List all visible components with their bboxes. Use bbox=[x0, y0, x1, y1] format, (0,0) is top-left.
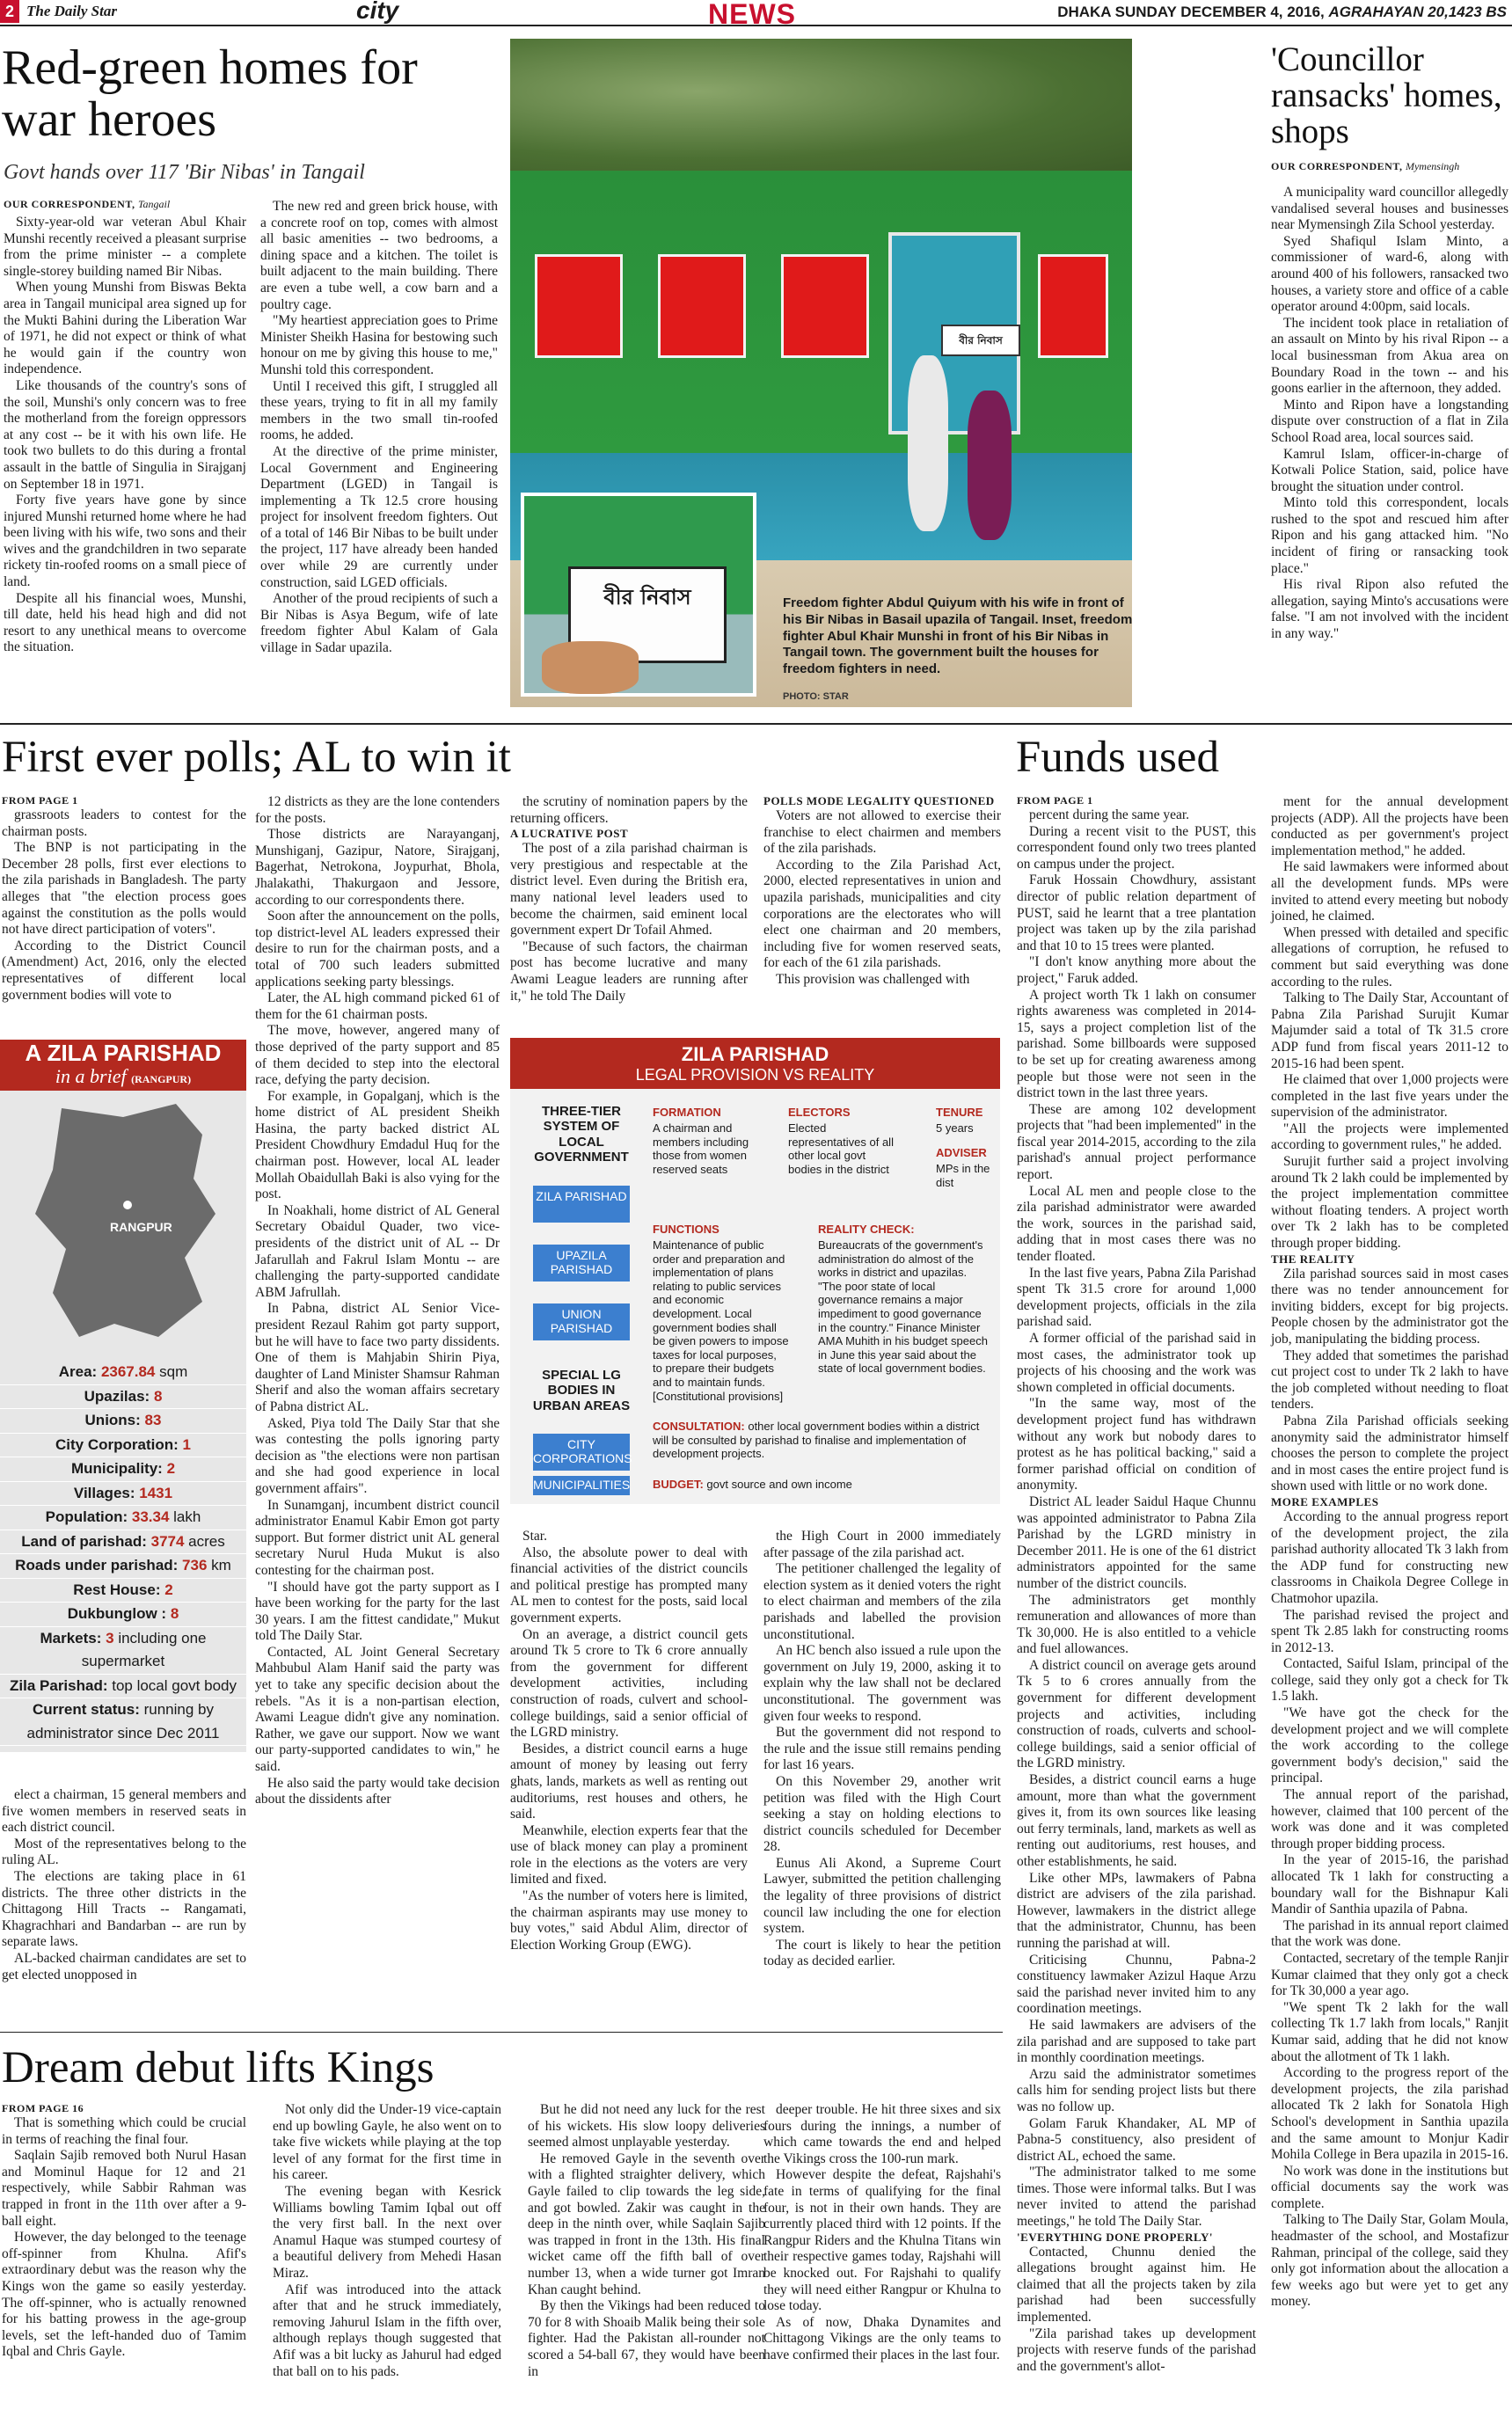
story4-from: FROM PAGE 1 bbox=[1017, 794, 1093, 807]
story3-col3 bbox=[510, 794, 748, 1004]
electors-text: Elected representatives of all other local govt bodies in the district bbox=[788, 1121, 894, 1176]
paragraph: The annual report of the parishad, however, claimed that 100 percent of the work was done and it was completed through proper bidding process. bbox=[1271, 1787, 1508, 1851]
story3-col4 bbox=[763, 794, 1001, 989]
zila-stat: Land of parishad: 3774 acres bbox=[0, 1530, 246, 1555]
story4-col1 bbox=[1017, 807, 1256, 2375]
reality-head: REALITY CHECK: bbox=[818, 1223, 915, 1236]
bir-nibas-sign: বীর নিবাস bbox=[941, 325, 1020, 356]
paragraph: AL-backed chairman candidates are set to get elected unopposed in bbox=[2, 1950, 246, 1983]
paragraph: Talking to The Daily Star, Golam Moula, headmaster of the school, and Mostafizur Rahman, principal of the college, said they only got information about the allocation a few weeks ago but were yet to get any money. bbox=[1271, 2212, 1508, 2310]
paragraph: The administrators get monthly remuneration and allowances of more than Tk 30,000. He is also entitled to a vehicle and fuel allowances. bbox=[1017, 1592, 1256, 1657]
zila-stat: Rest House: 2 bbox=[0, 1579, 246, 1603]
zila-stat: Villages: 1431 bbox=[0, 1482, 246, 1507]
paragraph: The BNP is not participating in the December 28 polls, first ever elections to the zila parishads in Bangladesh. The party alleges that "the election process goes against the constitution as the polls would not have direct participation of voters". bbox=[2, 840, 246, 938]
window bbox=[1038, 254, 1108, 358]
paragraph: Star. bbox=[522, 1529, 547, 1544]
zila-stat: Roads under parishad: 736 km bbox=[0, 1554, 246, 1579]
paragraph: He removed Gayle in the seventh over with a flighted straighter delivery, which Gayle failed to clip towards the leg side, and got bowled. Zakir was caught in the deep in the ninth over, while Saqlain Sajib was trapped in front in the 13th. His final wicket came off the fifth ball of over number 13, when a wide turner got Imran Khan caught behind. bbox=[528, 2150, 765, 2297]
paragraph: The evening began with Kesrick Williams bowling Tamim Iqbal out off the very first ball. In the next over Anamul Haque was stumped courtesy of a beautiful delivery from Mehedi Hasan Miraz. bbox=[273, 2183, 501, 2281]
story5-col4 bbox=[763, 2102, 1001, 2364]
paragraph: He also said the party would take decision about the dissidents after bbox=[255, 1775, 500, 1807]
adviser-head: ADVISER bbox=[936, 1146, 987, 1159]
window bbox=[658, 254, 746, 358]
divider bbox=[0, 2032, 1003, 2033]
paragraph: "Because of such factors, the chairman post has become lucrative and many Awami League leaders are running after it," he told The Daily bbox=[510, 938, 748, 1004]
paragraph: Not only did the Under-19 vice-captain end up bowling Gayle, he also went on to take five wickets while playing at the top level of any format for the first time in his career. bbox=[273, 2102, 501, 2183]
zila-stat: Upazilas: 8 bbox=[0, 1385, 246, 1410]
woman-figure bbox=[968, 391, 1012, 540]
paragraph: At the directive of the prime minister, Local Government and Engineering Department (LGED) in Tangail is implementing a Tk 12.5 crore housing project for insolvent freedom fighters. Out of a total of 146 Bir Nibas to be built under the project, 117 have already been handed over while 29 are currently under construction, said LGED officials. bbox=[260, 443, 498, 590]
section-name: city bbox=[356, 0, 399, 24]
paragraph: ment for the annual development projects (ADP). All the projects have been conducted as per government's project implementation method," he added. bbox=[1271, 794, 1508, 858]
paragraph: Local AL men and people close to the zila parishad administrator were awarded the work, sources in the parishad said, adding that in most cases there was no tender floated. bbox=[1017, 1183, 1256, 1265]
box-upazila: UPAZILA PARISHAD bbox=[533, 1245, 630, 1282]
zila-stat: Current status: running by administrator since Dec 2011 bbox=[0, 1698, 246, 1746]
story3-col3c bbox=[510, 1529, 748, 1953]
paragraph: Also, the absolute power to deal with financial activities of the district councils and political prestige has prompted many AL men to contest for the posts, said local government experts. bbox=[510, 1544, 748, 1625]
paragraph: Contacted, AL Joint General Secretary Mahbubul Alam Hanif said the party was yet to take any specific decision about the rebels. "As it is a non-partisan election, Awami League didn't give any nomination. Rather, we gave our support. Now we want our party-supported candidates to win," he said. bbox=[255, 1644, 500, 1775]
paragraph: This provision was challenged with bbox=[776, 971, 970, 987]
paragraph: "In the same way, most of the development project fund has withdrawn without any work but nobody dares to protest as he has political backing," said a former parishad official on condition of anonymity. bbox=[1017, 1396, 1256, 1493]
paragraph: "The administrator talked to me some times. Those were informal talks. But I was never invited to attend the parishad meetings," he told The Daily Star. bbox=[1017, 2165, 1256, 2230]
zila-stat: Unions: 83 bbox=[0, 1409, 246, 1434]
paragraph: An HC bench also issued a rule upon the government on July 19, 2000, asking it to explain why the law shall not be declared unconstitutional. The government was given four weeks to respond. bbox=[763, 1643, 1001, 1724]
paragraph: Meanwhile, election experts fear that the use of black money can play a prominent role in the elections as the voters are very limited and fixed. bbox=[510, 1822, 748, 1888]
paragraph: Asked, Piya told The Daily Star that she was contesting the polls ignoring party decision as "the elections were non partisan and she had good experience in local government affairs". bbox=[255, 1415, 500, 1496]
paragraph: The elections are taking place in 61 districts. The three other districts in the Chittagong Hill Tracts -- Rangamati, Khagrachhari and Bandarban -- are run by separate laws. bbox=[2, 1868, 246, 1950]
paragraph: Criticising Chunnu, Pabna-2 constituency lawmaker Azizul Haque Arzu said the parishad never invited him to any coordination meetings. bbox=[1017, 1952, 1256, 2017]
story3-col1 bbox=[2, 807, 246, 1004]
paragraph: deeper trouble. He hit three sixes and six fours during the innings, a number of which came towards the end and helped the Vikings cross the 100-run mark. bbox=[763, 2102, 1001, 2166]
paragraph: "We have got the check for the development project and we will complete the work according to the college government body's decision," said the principal. bbox=[1271, 1705, 1508, 1786]
paragraph: Afif was introduced into the attack after that and he struck immediately, removing Jahurul Islam in the fifth over, although replays though suggested that Afif was a bit lucky as Jahurul had edged that ball on to his pads. bbox=[273, 2282, 501, 2379]
paragraph: The court is likely to hear the petition today as decided earlier. bbox=[763, 1937, 1001, 1969]
paragraph: 12 districts as they are the lone contenders for the posts. bbox=[255, 794, 500, 826]
masthead bbox=[0, 0, 1512, 30]
paragraph: Most of the representatives belong to the ruling AL. bbox=[2, 1836, 246, 1868]
paragraph: Those districts are Narayanganj, Munshiganj, Gazipur, Natore, Sirajganj, Bagerhat, Netrokona, Joypurhat, Bhola, Jhalakathi, Thakurgaon and Jessore, according to our correspondents there. bbox=[255, 827, 500, 908]
photo-caption: Freedom fighter Abdul Quiyum with his wife in front of his Bir Nibas in Basail upazila of Tangail. Inset, freedom fighter Abul Khair Munshi in front of his Bir Nibas in Tangail town. The government built the houses for freedom fighters in need. bbox=[783, 595, 1133, 676]
box-city: CITY CORPORATIONS bbox=[533, 1434, 630, 1471]
story5-from: FROM PAGE 16 bbox=[2, 2102, 84, 2114]
zila-stats bbox=[0, 1361, 246, 1746]
paragraph: Until I received this gift, I struggled all these years, trying to fit in all my family members in the two small tin-roofed rooms, he added. bbox=[260, 378, 498, 443]
zila-stat: Area: 2367.84 sqm bbox=[0, 1361, 246, 1385]
story5-headline: Dream debut lifts Kings bbox=[2, 2043, 435, 2092]
paragraph: Later, the AL high command picked 61 of them for the 61 chairman posts. bbox=[255, 990, 500, 1022]
paragraph: "My heartiest appreciation goes to Prime Minister Sheikh Hasina for bestowing such honour on me by giving this house to me," Munshi told this correspondent. bbox=[260, 313, 498, 377]
functions-head: FUNCTIONS bbox=[653, 1223, 719, 1236]
electors-head: ELECTORS bbox=[788, 1106, 851, 1119]
story3-col4b bbox=[763, 1529, 1001, 1970]
paragraph: The parishad in its annual report claimed that the work was done. bbox=[1271, 1917, 1508, 1950]
window bbox=[781, 254, 869, 358]
story5-col2 bbox=[273, 2102, 501, 2380]
paragraph: A former official of the parishad said in most cases, the administrator took up projects of his choosing and the work was shown completed in official documents. bbox=[1017, 1331, 1256, 1395]
reality-text: Bureaucrats of the government's administration do almost of the works in district and upazilas. "The poor state of local governance remains a major impediment to good governance in the country." Finance Minister AMA Muhith in his budget speech in June this year said about the state of local government bodies. bbox=[818, 1238, 988, 1376]
paragraph: A project worth Tk 1 lakh on consumer rights awareness was completed in 2014-15, says a project completion list of the parishad. Some billboards were supposed to be set up for creating awareness among people but those were not seen in the district town in the last three years. bbox=[1017, 987, 1256, 1101]
paragraph: Syed Shafiqul Islam Minto, a commissioner of ward-6, along with around 400 of his followers, ransacked two houses, a variety store and office of a cable operator around 4:00pm, said locals. bbox=[1271, 233, 1508, 315]
paragraph: In Pabna, district AL Senior Vice-president Rezaul Rahim got party support, but he will have to face two party dissidents. One of them is Mahjabin Shirin Piya, daughter of Land Minister Shamsur Rahman Sherif and also the woman affairs secretary of Pabna district AL. bbox=[255, 1301, 500, 1414]
functions-text: Maintenance of public order and preparation and implementation of plans relating to public services and economic development. Local government bodies shall be given powers to impose taxes for local purposes, to prepare their budgets and to maintain funds. [Constitutional provisions] bbox=[653, 1238, 789, 1403]
paragraph: "Zila parishad takes up development projects with reserve funds of the parishad and the government's allot- bbox=[1017, 2326, 1256, 2374]
paragraph: According to the Zila Parishad Act, 2000, elected representatives in union and upazila parishads, municipalities and city corporations are the electorates who will elect one chairman and 20 members, including five for women reserved seats, for each of the 61 zila parishads. bbox=[763, 857, 1001, 971]
paragraph: Surujit further said a project involving around Tk 2 lakh could be implemented by the project implementation committee without floating tenders. A project worth over Tk 2 lakh has to be completed through proper bidding. bbox=[1271, 1154, 1508, 1252]
photo-credit: PHOTO: STAR bbox=[783, 691, 849, 702]
paragraph: Another of the proud recipients of such a Bir Nibas is Asya Begum, wife of late freedom fighter Abul Kalam of Gala village in Sadar upazila. bbox=[260, 591, 498, 656]
story3-from: FROM PAGE 1 bbox=[2, 794, 78, 807]
story1-byline: OUR CORRESPONDENT, Tangail bbox=[4, 198, 171, 210]
paragraph: The parishad revised the project and spent Tk 2.85 lakh for constructing rooms in 2012-13. bbox=[1271, 1607, 1508, 1655]
tree-canopy bbox=[510, 39, 1132, 171]
paragraph: Like other MPs, lawmakers of Pabna district are advisers of the zila parishad. However, lawmakers in the district allege that the administrator, Chunnu, has been running the parishad at will. bbox=[1017, 1870, 1256, 1951]
paragraph: Contacted, Chunnu denied the allegations brought against him. He claimed that all the projects taken by zila parishad had been successfully implemented. bbox=[1017, 2244, 1256, 2326]
paragraph: Talking to The Daily Star, Accountant of Pabna Zila Parishad Surujit Kumar Majumder said a total of Tk 31.5 crore ADP fund from fiscal years 2011-12 to 2015-16 had been spent. bbox=[1271, 990, 1508, 1071]
paragraph: On this November 29, another writ petition was filed with the High Court seeking a stay on holding elections to district councils scheduled for December 28. bbox=[763, 1773, 1001, 1855]
box-zila: ZILA PARISHAD bbox=[533, 1186, 630, 1223]
inset-photo bbox=[521, 493, 756, 697]
zila-stat: Population: 33.34 lakh bbox=[0, 1506, 246, 1530]
paragraph: When young Munshi from Biswas Bekta area in Tangail municipal area signed up for the Mukti Bahini during the Liberation War of 1971, he did not expect or think of what he would gain if the country won independence. bbox=[4, 280, 246, 377]
story2-headline: 'Councillor ransacks' homes, shops bbox=[1271, 40, 1502, 150]
paragraph: Minto and Ripon have a longstanding dispute over construction of a flat in Zila School Road area, local sources said. bbox=[1271, 397, 1508, 445]
special-title: SPECIAL LG BODIES IN URBAN AREAS bbox=[532, 1368, 631, 1413]
lucrative-head: A LUCRATIVE POST bbox=[510, 827, 629, 841]
budget: BUDGET: govt source and own income bbox=[653, 1478, 852, 1491]
story1-deck: Govt hands over 117 'Bir Nibas' in Tangail bbox=[4, 161, 365, 184]
paragraph: He claimed that over 1,000 projects were completed in the last five years under the supervision of the administrator. bbox=[1271, 1072, 1508, 1121]
news-label: NEWS bbox=[708, 0, 796, 30]
paragraph: His rival Ripon also refuted the allegation, saying Minto's accusations were false. "I am not involved with the incident in any way." bbox=[1271, 577, 1508, 642]
reality-head2: THE REALITY bbox=[1271, 1252, 1355, 1266]
inset-sign: বীর নিবাস bbox=[568, 566, 727, 663]
box-union: UNION PARISHAD bbox=[533, 1303, 630, 1340]
three-tier-title: THREE-TIER SYSTEM OF LOCAL GOVERNMENT bbox=[534, 1104, 629, 1165]
paragraph: The petitioner challenged the legality of election system as it denied voters the right to elect chairman and members of the zila parishads and labelled the provision unconstitutional. bbox=[763, 1561, 1001, 1642]
story4-headline: Funds used bbox=[1016, 733, 1219, 782]
paragraph: A district council on average gets around Tk 5 to 6 crores annually from the government for different development projects and activities, including construction of roads, culverts and school-college buildings, said a senior official of the LGRD ministry. bbox=[1017, 1657, 1256, 1771]
story5-col1 bbox=[2, 2115, 246, 2361]
paragraph: By then the Vikings had been reduced to 70 for 8 with Shoaib Malik being their sole fighter. Had the Pakistan all-rounder not scored a 54-ball 67, they would have been in bbox=[528, 2298, 765, 2379]
examples-head: MORE EXAMPLES bbox=[1271, 1494, 1379, 1508]
zila-stat: Zila Parishad: top local govt body bbox=[0, 1675, 246, 1699]
legality-head: POLLS MODE LEGALITY QUESTIONED bbox=[763, 794, 995, 807]
paragraph: "I should have got the party support as I have been working for the party for the last 30 years. I am the fittest candidate," Mukut told The Daily Star. bbox=[255, 1579, 500, 1644]
paragraph: No work was done in the institutions but official documents say the work was complete. bbox=[1271, 2163, 1508, 2211]
paragraph: Soon after the announcement on the polls, top district-level AL leaders expressed their desire to run for the chairman posts, and a total of 700 such leaders submitted applications seeking party blessings. bbox=[255, 909, 500, 989]
paragraph: According to the annual progress report of the development project, the zila parishad authority allocated Tk 3 lakh from the ADP fund for constructing new classrooms in Chaikola Degree College in Chatmohor upazila. bbox=[1271, 1508, 1508, 1606]
zila-stat: City Corporation: 1 bbox=[0, 1434, 246, 1458]
paragraph: A municipality ward councillor allegedly vandalised several houses and businesses near Mymensingh Zila School yesterday. bbox=[1271, 185, 1508, 233]
munshi-figure bbox=[542, 641, 639, 694]
story4-col2 bbox=[1271, 794, 1508, 2311]
dateline: DHAKA SUNDAY DECEMBER 4, 2016, AGRAHAYAN 20,1423 BS bbox=[1057, 4, 1507, 20]
story3-col1b bbox=[2, 1787, 246, 1983]
paragraph: elect a chairman, 15 general members and five women members in reserved seats in each district council. bbox=[2, 1787, 246, 1836]
paragraph: According to the District Council (Amendment) Act, 2016, only the elected representatives of different local government bodies will vote to bbox=[2, 938, 246, 1003]
paragraph: "I don't know anything more about the project," Faruk added. bbox=[1017, 954, 1256, 986]
paragraph: Arzu said the administrator sometimes calls him for sending project lists but there was no follow up. bbox=[1017, 2066, 1256, 2114]
zila-header: A ZILA PARISHAD in a brief (RANGPUR) bbox=[0, 1040, 246, 1091]
paragraph: Sixty-year-old war veteran Abul Khair Munshi recently received a pleasant surprise from the prime minister -- a complete single-storey building named Bir Nibas. bbox=[4, 215, 246, 279]
paragraph: However, the day belonged to the teenage off-spinner from Khulna. Afif's extraordinary debut was the reason why the Kings won the game so easily yesterday. The off-spinner, who is actually renowned for his batting prowess in the age-group levels, set the left-handed duo of Tamim Iqbal and Chris Gayle. bbox=[2, 2230, 246, 2360]
paragraph: "We spent Tk 2 lakh for the wall collecting Tk 1.7 lakh from locals," Ranjit Kumar said, adding that he did not know about the allotment of Tk 1 lakh. bbox=[1271, 1999, 1508, 2064]
page-number: 2 bbox=[0, 0, 19, 23]
paragraph: Despite all his financial woes, Munshi, till date, held his head high and did not resort to any unethical means to overcome the situation. bbox=[4, 590, 246, 655]
paragraph: He said lawmakers were informed about all the development funds. MPs were invited to attend every meeting but nobody joined, he claimed. bbox=[1271, 859, 1508, 924]
man-figure bbox=[908, 355, 948, 531]
story5-col3 bbox=[528, 2102, 765, 2380]
paragraph: Pabna Zila Parishad officials seeking anonymity said the administrator himself chooses the person to complete the project and in most cases the entire project fund is shown used with little or no work done. bbox=[1271, 1413, 1508, 1494]
paragraph: The post of a zila parishad chairman is very prestigious and respectable at the district level. Even during the British era, many national level leaders used to become the chairmen, said eminent local government expert Dr Tofail Ahmed. bbox=[510, 841, 748, 938]
paragraph: percent during the same year. bbox=[1029, 807, 1190, 822]
paragraph: As of now, Dhaka Dynamites and Chittagong Vikings are the only teams to have confirmed their places in the last four. bbox=[763, 2314, 1001, 2362]
paragraph: They added that sometimes the parishad cut project cost to under Tk 2 lakh to have the job completed without needing to float tenders. bbox=[1271, 1347, 1508, 1413]
paragraph: But the government did not respond to the rule and the issue still remains pending for last 16 years. bbox=[763, 1725, 1001, 1773]
map-label: RANGPUR bbox=[110, 1220, 172, 1234]
paragraph: Minto told this correspondent, locals rushed to the spot and rescued him after Ripon and his gang attacked him. "No incident of firing or ransacking took place." bbox=[1271, 495, 1508, 576]
paragraph: In the last five years, Pabna Zila Parishad spent Tk 31.5 crore for around 1,000 development projects, officials in the zila parishad said. bbox=[1017, 1265, 1256, 1330]
paragraph: Eunus Ali Akond, a Supreme Court Lawyer, submitted the petition challenging the legality of three provisions of district council law including the one for election system. bbox=[763, 1855, 1001, 1937]
window bbox=[535, 254, 623, 358]
divider bbox=[0, 723, 1512, 725]
paragraph: Besides, a district council earns a huge amount, more than what the government gives it, from its own sources like leasing out ferry terminals, land, markets as well as renting out auditoriums, rest houses, and other establishments, he said. bbox=[1017, 1772, 1256, 1869]
story3-headline: First ever polls; AL to win it bbox=[2, 733, 511, 782]
paragraph: When pressed with detailed and specific allegations of corruption, he refused to comment but said everything was done according to the rules. bbox=[1271, 924, 1508, 989]
paragraph: Contacted, secretary of the temple Ranjir Kumar claimed that they only got a check for Tk 30,000 a year ago. bbox=[1271, 1950, 1508, 1999]
story1-headline: Red-green homes for war heroes bbox=[2, 40, 418, 147]
zila-stat: Dukbunglow : 8 bbox=[0, 1603, 246, 1627]
paragraph: In the year of 2015-16, the parishad allocated Tk 1 lakh for constructing a boundary wall for the Bishnapur Kali Mandir of Santhia upazila of Pabna. bbox=[1271, 1852, 1508, 1917]
paragraph: Kamrul Islam, officer-in-charge of Kotwali Police Station, said, police have brought the situation under control. bbox=[1271, 446, 1508, 494]
story1-col2 bbox=[260, 199, 498, 657]
paragraph: That is something which could be crucial in terms of reaching the final four. bbox=[2, 2115, 246, 2147]
tenure-text: 5 years bbox=[936, 1121, 974, 1135]
paragraph: Like thousands of the country's sons of the soil, Munshi's only concern was to free the motherland from the foreign oppressors at any cost -- be it with his own life. He took two bullets to do this during a frontal assault in the battle of Singulia in Sirajganj on September 18 in 1971. bbox=[4, 377, 246, 492]
consultation: CONSULTATION: other local government bodies within a district will be consulted by parishad to finalise and implementation of development projects. bbox=[653, 1420, 980, 1461]
story1-col1 bbox=[4, 215, 246, 656]
paragraph: For example, in Gopalganj, which is the home district of AL president Sheikh Hasina, the party backed district AL President Chowdhury Emdadul Huq for the chairman post. However, local AL leader Mollah Obaidullah Baki is also vying for the post. bbox=[255, 1088, 500, 1202]
paragraph: Saqlain Sajib removed both Nurul Hasan and Mominul Haque for 12 and 21 respectively, while Sabbir Rahman was trapped in front in the 11th over after a 9-ball eight. bbox=[2, 2148, 246, 2229]
graphic-header: ZILA PARISHAD LEGAL PROVISION VS REALITY bbox=[510, 1038, 1000, 1089]
paragraph: In Sunamganj, incumbent district council administrator Enamul Kabir Emon got party support. But former district unit AL general secretary Nurul Huda Mukut is also contesting for the chairman post. bbox=[255, 1497, 500, 1578]
paragraph: The move, however, angered many of those deprived of the party support and 85 of them decided to step into the electoral race, defying the party decision. bbox=[255, 1023, 500, 1088]
paragraph: "All the projects were implemented according to government rules," he added. bbox=[1271, 1121, 1508, 1153]
formation-text: A chairman and members including those from women reserved seats bbox=[653, 1121, 749, 1176]
paragraph: grassroots leaders to contest for the chairman posts. bbox=[2, 807, 246, 839]
rangpur-map bbox=[26, 1099, 229, 1346]
paragraph: Forty five years have gone by since injured Munshi returned home where he had been living with his wife, two sons and their wives and the grandchildren in two separate rickety tin-roofed rooms on a small piece of land. bbox=[4, 493, 246, 590]
paragraph: But he did not need any luck for the rest of his wickets. His slow loopy deliveries seemed almost unplayable yesterday. bbox=[528, 2102, 765, 2150]
paragraph: The incident took place in retaliation of an assault on Minto by his rival Ripon -- a local businessman from Akua area on Boundary Road in the town -- and his goons earlier in the afternoon, they added. bbox=[1271, 315, 1508, 397]
story3-col2 bbox=[255, 794, 500, 1808]
paragraph: These are among 102 development projects that "had been implemented" in the fiscal year 2014-2015, according to the zila parishad's annual project performance report. bbox=[1017, 1101, 1256, 1183]
paragraph: However despite the defeat, Rajshahi's fate in terms of qualifying for the final four, is not in their own hands. They are currently placed third with 12 points. If the Rangpur Riders and the Khulna Titans win their respective games today, Rajshahi will be knocked out. For Rajshahi to qualify they will need either Rangpur or Khulna to lose today. bbox=[763, 2167, 1001, 2314]
adviser-text: MPs in the dist bbox=[936, 1162, 990, 1189]
tenure-head: TENURE bbox=[936, 1106, 983, 1119]
story2-byline: OUR CORRESPONDENT, Mymensingh bbox=[1271, 160, 1460, 172]
paragraph: In Noakhali, home district of AL General Secretary Obaidul Quader, two vice-presidents of the district unit of AL -- Dr Jafarullah and Fakrul Islam Montu -- are challenging the party-supported candidate ABM Jafrullah. bbox=[255, 1202, 500, 1300]
story2-body bbox=[1271, 185, 1508, 643]
zila-stat: Markets: 3 including one supermarket bbox=[0, 1627, 246, 1675]
paragraph: Besides, a district council earns a huge amount of money by leasing out ferry ghats, lands, markets as well as renting out auditoriums, rest houses and others, he said. bbox=[510, 1741, 748, 1822]
paper-name: The Daily Star bbox=[26, 3, 117, 19]
paragraph: The new red and green brick house, with a concrete roof on top, comes with almost all basic amenities -- two bedrooms, a dining space and a kitchen. The toilet is built adjacent to the main building. There are even a tube well, a cow barn and a poultry cage. bbox=[260, 199, 498, 312]
paragraph: He said lawmakers are advisers of the zila parishad and are supposed to take part in monthly coordination meetings. bbox=[1017, 2017, 1256, 2066]
paragraph: District AL leader Saidul Haque Chunnu was appointed administrator to Pabna Zila Parishad by the LGRD ministry in December 2011. He is one of the 61 district administrators appointed for the same number of the district councils. bbox=[1017, 1493, 1256, 1591]
paragraph: Golam Faruk Khandaker, AL MP of Pabna-5 constituency, also president of district AL, echoed the same. bbox=[1017, 2115, 1256, 2164]
paragraph: Voters are not allowed to exercise their franchise to elect chairmen and members of the zila parishads. bbox=[763, 808, 1001, 857]
zila-stat: Municipality: 2 bbox=[0, 1457, 246, 1482]
paragraph: Zila parishad sources said in most cases there was no tender announcement for inviting bidders, except for big projects. People chosen by the administrator got the job, manipulating the bidding process. bbox=[1271, 1266, 1508, 1347]
box-municipalities: MUNICIPALITIES bbox=[533, 1476, 630, 1495]
paragraph: According to the progress report of the development projects, the zila parishad allocated Tk 2 lakh for Sonatola High School's development in Santhia upazila and the same amount to Monjur Kadir Mohila College in Bera upazila in 2015-16. bbox=[1271, 2065, 1508, 2163]
paragraph: Contacted, Saiful Islam, principal of the college, said they only got a check for Tk 1.5 lakh. bbox=[1271, 1656, 1508, 1705]
paragraph: During a recent visit to the PUST, this correspondent found only two trees planted on campus under the project. bbox=[1017, 823, 1256, 872]
formation-head: FORMATION bbox=[653, 1106, 721, 1119]
paragraph: On an average, a district council gets around Tk 5 crore to Tk 6 crore annually from the government for different development activities, including construction of roads, culvert and school-college buildings, said a senior official of the LGRD ministry. bbox=[510, 1626, 748, 1741]
paragraph: Faruk Hossain Chowdhury, assistant director of public relation department of PUST, said he learnt that a tree plantation project was taken up by the zila parishad and that 10 to 15 trees were planted. bbox=[1017, 873, 1256, 953]
paragraph: the scrutiny of nomination papers by the returning officers. bbox=[510, 794, 748, 826]
paragraph: "As the number of voters here is limited, the chairman aspirants may use money to buy votes," said Abdul Alim, director of Election Working Group (EWG). bbox=[510, 1888, 748, 1953]
paragraph: the High Court in 2000 immediately after passage of the zila parishad act. bbox=[763, 1529, 1001, 1560]
everything-head: 'EVERYTHING DONE PROPERLY' bbox=[1017, 2230, 1213, 2244]
